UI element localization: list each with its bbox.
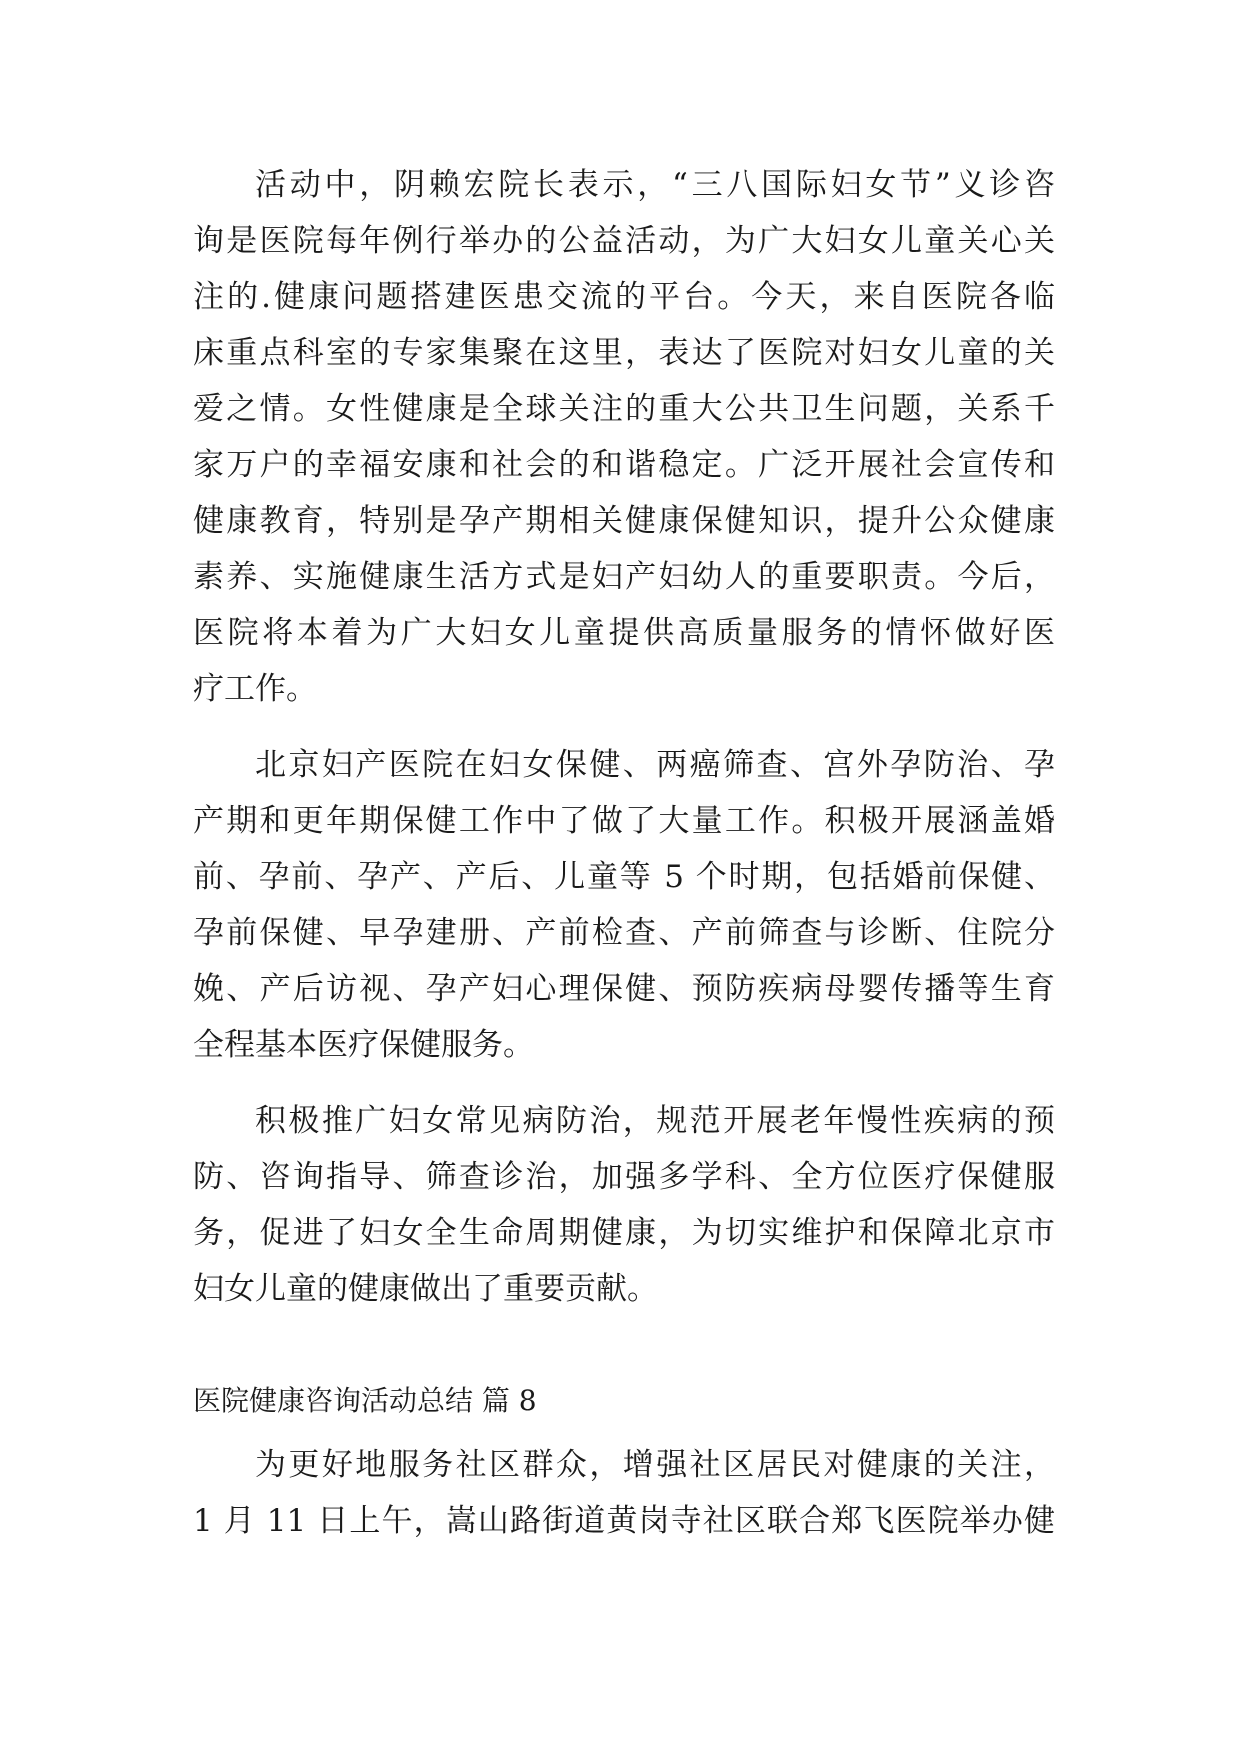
paragraph-3-line-3: 务，促进了妇女全生命周期健康，为切实维护和保障北京市 — [193, 1215, 1055, 1251]
paragraph-1-line-3: 注的.健康问题搭建医患交流的平台。今天，来自医院各临 — [193, 279, 1055, 315]
paragraph-1-line-9: 医院将本着为广大妇女儿童提供高质量服务的情怀做好医 — [193, 615, 1055, 651]
paragraph-2-line-5: 娩、产后访视、孕产妇心理保健、预防疾病母婴传播等生育 — [193, 971, 1055, 1007]
paragraph-2-line-3: 前、孕前、孕产、产后、儿童等 5 个时期，包括婚前保健、 — [193, 859, 1055, 895]
paragraph-1-line-4: 床重点科室的专家集聚在这里，表达了医院对妇女儿童的关 — [193, 335, 1055, 371]
paragraph-1-line-1: 活动中，阴赖宏院长表示，“三八国际妇女节”义诊咨 — [255, 167, 1055, 203]
paragraph-2-line-4: 孕前保健、早孕建册、产前检查、产前筛查与诊断、住院分 — [193, 915, 1055, 951]
paragraph-3-line-2: 防、咨询指导、筛查诊治，加强多学科、全方位医疗保健服 — [193, 1159, 1055, 1195]
paragraph-1-line-5: 爱之情。女性健康是全球关注的重大公共卫生问题，关系千 — [193, 391, 1055, 427]
section-heading: 医院健康咨询活动总结 篇 8 — [193, 1384, 537, 1417]
paragraph-1-line-2: 询是医院每年例行举办的公益活动，为广大妇女儿童关心关 — [193, 223, 1055, 259]
paragraph-4-line-1: 为更好地服务社区群众，增强社区居民对健康的关注， — [255, 1447, 1055, 1483]
paragraph-2-line-1: 北京妇产医院在妇女保健、两癌筛查、宫外孕防治、孕 — [255, 747, 1055, 783]
paragraph-1-line-7: 健康教育，特别是孕产期相关健康保健知识，提升公众健康 — [193, 503, 1055, 539]
paragraph-3-line-4: 妇女儿童的健康做出了重要贡献。 — [193, 1271, 658, 1307]
paragraph-1-line-10: 疗工作。 — [193, 671, 317, 707]
paragraph-2-line-2: 产期和更年期保健工作中了做了大量工作。积极开展涵盖婚 — [193, 803, 1055, 839]
paragraph-4-line-2: 1 月 11 日上午，嵩山路街道黄岗寺社区联合郑飞医院举办健 — [193, 1503, 1055, 1539]
paragraph-2-line-6: 全程基本医疗保健服务。 — [193, 1027, 534, 1063]
paragraph-1-line-6: 家万户的幸福安康和社会的和谐稳定。广泛开展社会宣传和 — [193, 447, 1055, 483]
paragraph-1-line-8: 素养、实施健康生活方式是妇产妇幼人的重要职责。今后， — [193, 559, 1055, 595]
paragraph-3-line-1: 积极推广妇女常见病防治，规范开展老年慢性疾病的预 — [255, 1103, 1055, 1139]
